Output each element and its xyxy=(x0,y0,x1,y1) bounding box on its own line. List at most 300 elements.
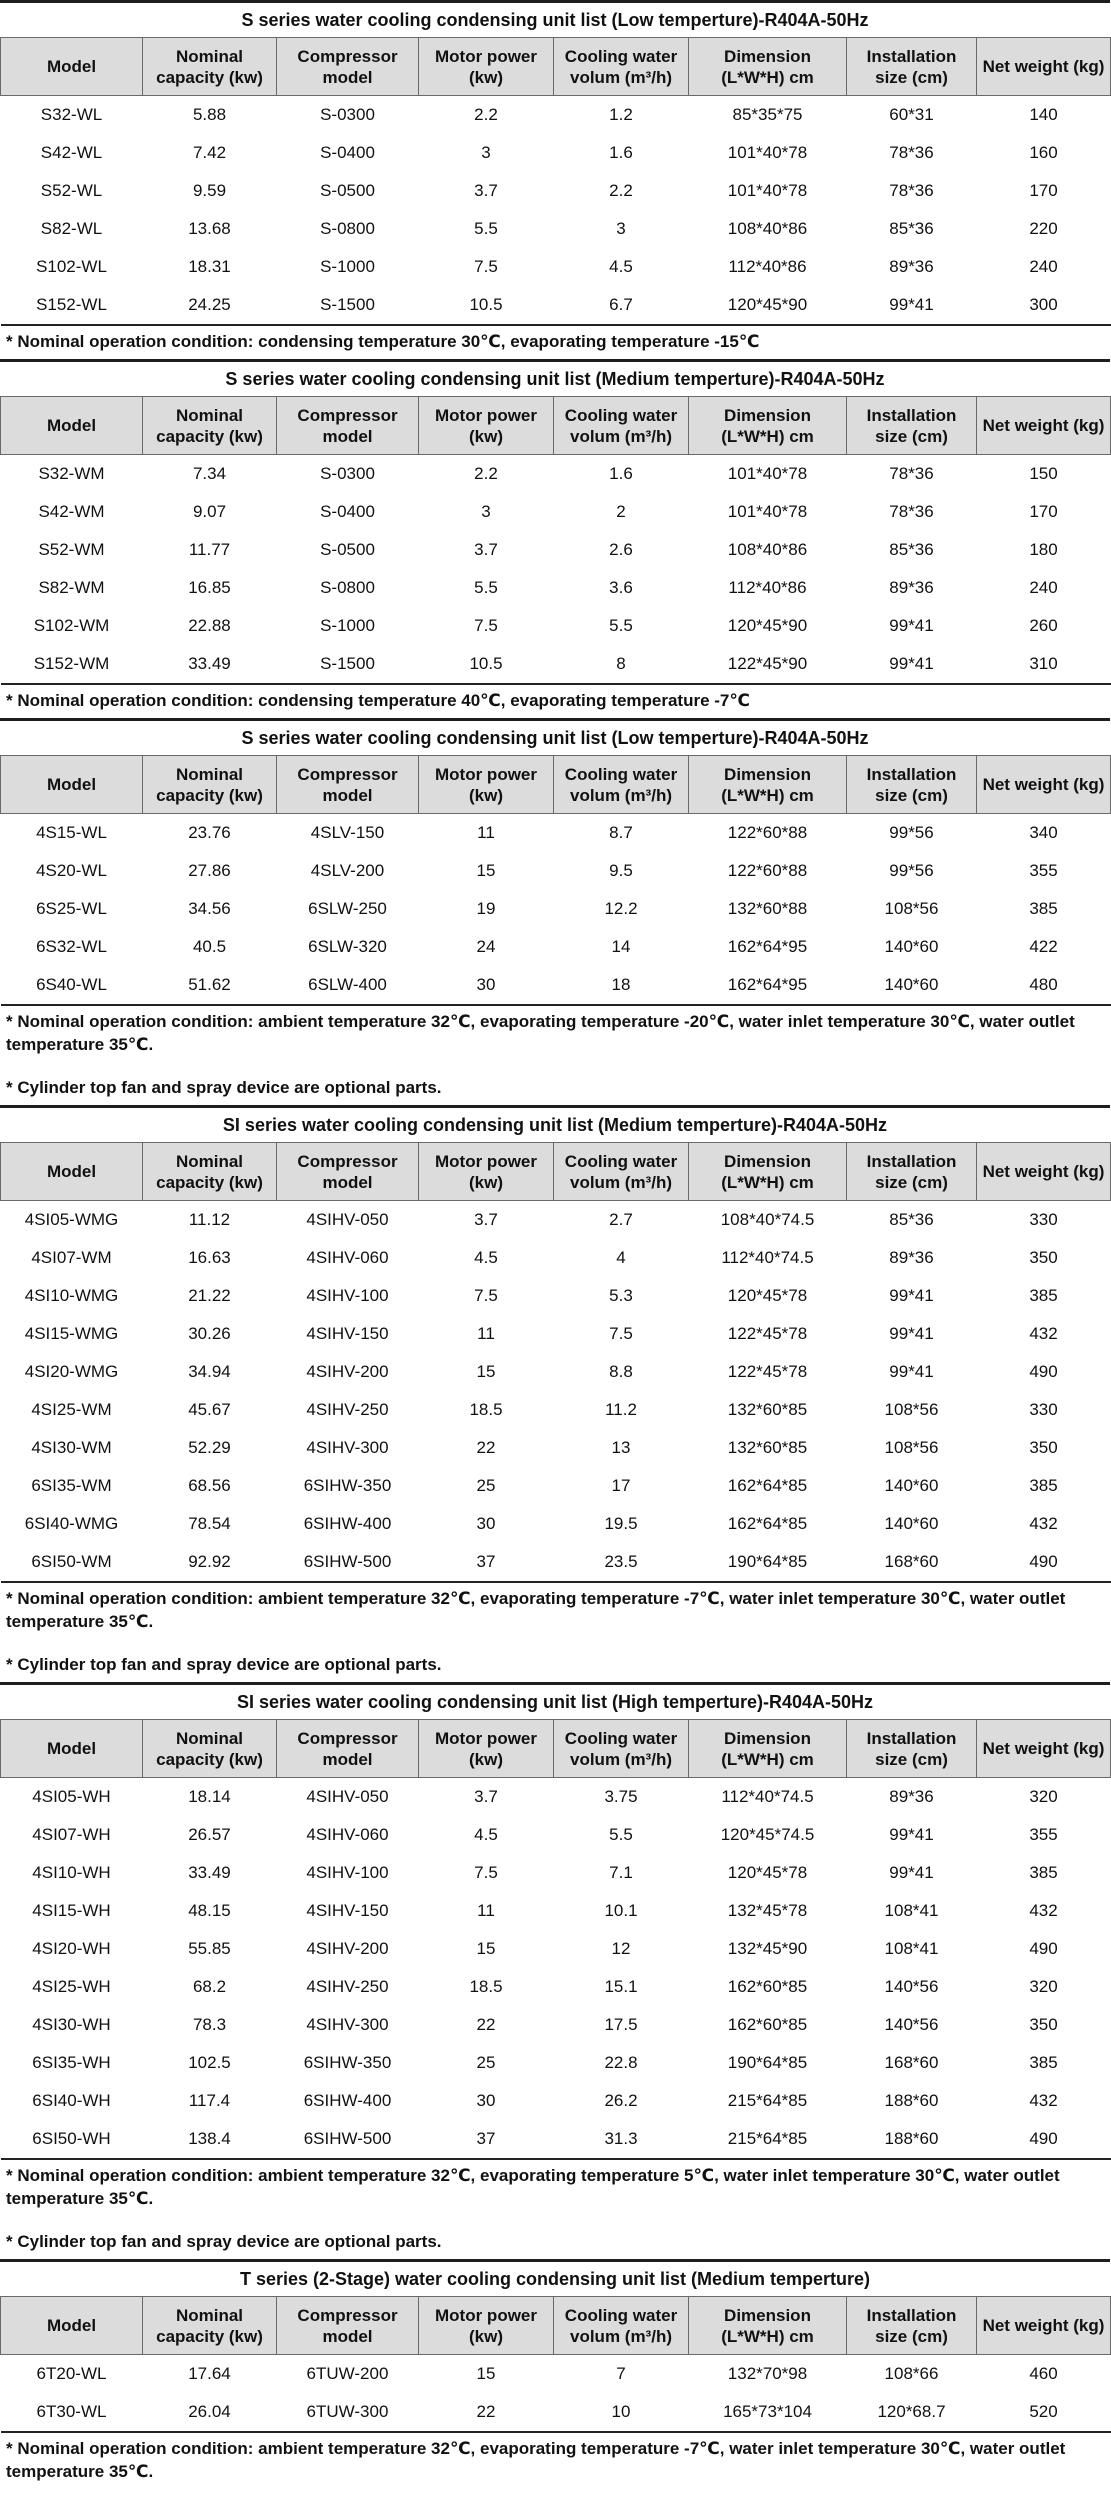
cell-cooling-water: 26.2 xyxy=(604,2091,638,2110)
cell-dimension: 215*64*85 xyxy=(689,2120,847,2159)
cell-net-weight: 460 xyxy=(1029,2364,1058,2383)
cell-compressor: 6SIHW-500 xyxy=(277,2120,419,2159)
cell-dimension: 132*60*88 xyxy=(727,899,808,918)
cell-dimension: 112*40*74.5 xyxy=(721,1248,814,1267)
section-notes xyxy=(0,326,1110,359)
cell-capacity: 7.42 xyxy=(192,143,227,162)
cell-compressor: S-0300 xyxy=(320,464,375,483)
cell-capacity: 9.07 xyxy=(192,502,227,521)
cell-compressor: 6SLW-320 xyxy=(308,937,387,956)
cell-installation: 108*56 xyxy=(884,1438,939,1457)
table-row xyxy=(1,1277,1111,1315)
cell-motor-power: 18.5 xyxy=(469,1977,503,1996)
column-header-installation: Installation size (cm) xyxy=(847,1143,977,1201)
section-title: SI series water cooling condensing unit list (Medium temperture)-R404A-50Hz xyxy=(0,1105,1110,1142)
cell-motor-power: 22 xyxy=(476,2015,496,2034)
cell-dimension: 162*60*85 xyxy=(727,1977,808,1996)
table-row xyxy=(1,569,1111,607)
cell-installation: 140*56 xyxy=(884,1977,939,1996)
cell-net-weight: 240 xyxy=(1029,257,1058,276)
cell-compressor: 4SIHV-250 xyxy=(306,1977,389,1996)
table-row xyxy=(1,2120,1111,2159)
cell-dimension: 120*45*78 xyxy=(727,1863,808,1882)
table-row xyxy=(1,2006,1111,2044)
header-row xyxy=(1,1143,1111,1201)
cell-cooling-water: 5.5 xyxy=(609,616,633,635)
cell-installation: 78*36 xyxy=(889,464,934,483)
cell-cooling-water: 1.6 xyxy=(609,464,633,483)
cell-net-weight: 490 xyxy=(1029,1362,1058,1381)
column-header-dimension: Dimension (L*W*H) cm xyxy=(689,1720,847,1778)
table-row xyxy=(1,1391,1111,1429)
cell-capacity: 117.4 xyxy=(188,2091,231,2110)
cell-net-weight: 260 xyxy=(1029,616,1058,635)
cell-capacity: 22.88 xyxy=(188,616,231,635)
cell-cooling-water: 17.5 xyxy=(604,2015,638,2034)
column-header-compressor: Compressor model xyxy=(277,756,419,814)
cell-dimension: 190*64*85 xyxy=(727,2053,808,2072)
table-row xyxy=(1,531,1111,569)
cell-dimension: 120*45*90 xyxy=(689,286,847,325)
cell-cooling-water: 18 xyxy=(554,966,689,1005)
cell-installation: 140*60 xyxy=(884,937,939,956)
cell-dimension: 101*40*78 xyxy=(727,143,808,162)
cell-net-weight: 355 xyxy=(1029,1825,1058,1844)
cell-model: 6S32-WL xyxy=(36,937,107,956)
cell-motor-power: 15 xyxy=(476,861,496,880)
cell-net-weight: 490 xyxy=(977,1543,1111,1582)
section-title: S series water cooling condensing unit list (Medium temperture)-R404A-50Hz xyxy=(0,359,1110,396)
cell-capacity: 17.64 xyxy=(188,2364,231,2383)
header-row xyxy=(1,2297,1111,2355)
cell-installation: 99*56 xyxy=(889,861,934,880)
cell-capacity: 33.49 xyxy=(143,645,277,684)
column-header-cooling-water: Cooling water volum (m³/h) xyxy=(554,756,689,814)
cell-model: 6SI35-WH xyxy=(32,2053,111,2072)
cell-capacity: 33.49 xyxy=(188,1863,231,1882)
cell-dimension: 162*64*95 xyxy=(689,966,847,1005)
cell-cooling-water: 3.75 xyxy=(604,1787,638,1806)
cell-dimension: 162*64*85 xyxy=(727,1476,808,1495)
cell-motor-power: 11 xyxy=(477,1901,495,1920)
table-row xyxy=(1,1892,1111,1930)
table-section xyxy=(0,1105,1110,1682)
column-header-model: Model xyxy=(1,1143,143,1201)
cell-capacity: 26.04 xyxy=(143,2393,277,2432)
column-header-installation: Installation size (cm) xyxy=(847,756,977,814)
cell-capacity: 68.2 xyxy=(192,1977,227,1996)
header-row xyxy=(1,1720,1111,1778)
table-row xyxy=(1,210,1111,248)
cell-compressor: 6SIHW-350 xyxy=(303,1476,392,1495)
cell-motor-power: 37 xyxy=(419,2120,554,2159)
cell-model: 4SI10-WH xyxy=(32,1863,111,1882)
cell-net-weight: 170 xyxy=(1029,181,1058,200)
cell-net-weight: 330 xyxy=(1029,1400,1058,1419)
cell-model: 4SI05-WH xyxy=(32,1787,111,1806)
column-header-dimension: Dimension (L*W*H) cm xyxy=(689,1143,847,1201)
column-header-net-weight: Net weight (kg) xyxy=(977,397,1111,455)
column-header-net-weight: Net weight (kg) xyxy=(977,2297,1111,2355)
cell-compressor: S-1500 xyxy=(277,286,419,325)
cell-installation: 168*60 xyxy=(847,1543,977,1582)
cell-compressor: 4SIHV-050 xyxy=(306,1210,389,1229)
cell-dimension: 215*64*85 xyxy=(727,2091,808,2110)
table-section xyxy=(0,1682,1110,2259)
table-row xyxy=(1,286,1111,325)
cell-compressor: 4SLV-150 xyxy=(310,823,385,842)
cell-cooling-water: 6.7 xyxy=(554,286,689,325)
table-row xyxy=(1,1816,1111,1854)
cell-installation: 89*36 xyxy=(889,257,934,276)
cell-capacity: 68.56 xyxy=(188,1476,231,1495)
cell-dimension: 122*60*88 xyxy=(727,861,808,880)
cell-net-weight: 320 xyxy=(1029,1977,1058,1996)
table-row xyxy=(1,1201,1111,1240)
cell-cooling-water: 10 xyxy=(554,2393,689,2432)
cell-dimension: 162*64*95 xyxy=(727,937,808,956)
table-row xyxy=(1,1239,1111,1277)
column-header-compressor: Compressor model xyxy=(277,397,419,455)
cell-cooling-water: 4 xyxy=(616,1248,626,1267)
footnote: * Cylinder top fan and spray device are optional parts. xyxy=(6,2232,442,2251)
cell-capacity: 27.86 xyxy=(188,861,231,880)
cell-compressor: 4SIHV-300 xyxy=(306,2015,389,2034)
cell-installation: 108*41 xyxy=(884,1901,939,1920)
column-header-cooling-water: Cooling water volum (m³/h) xyxy=(554,2297,689,2355)
cell-model: S42-WM xyxy=(38,502,105,521)
cell-model: S32-WM xyxy=(38,464,105,483)
cell-capacity: 7.34 xyxy=(192,464,227,483)
cell-compressor: 6SIHW-500 xyxy=(277,1543,419,1582)
column-header-capacity: Nominal capacity (kw) xyxy=(143,1143,277,1201)
table-row xyxy=(1,1429,1111,1467)
cell-installation: 99*41 xyxy=(889,616,934,635)
cell-motor-power: 7.5 xyxy=(474,616,498,635)
cell-compressor: 6SIHW-400 xyxy=(303,1514,392,1533)
table-row xyxy=(1,96,1111,135)
cell-capacity: 102.5 xyxy=(188,2053,231,2072)
footnote: * Nominal operation condition: ambient temperature 32℃, evaporating temperature -20℃, water inlet temperature 30℃, water outlet temperature 35℃. xyxy=(6,1012,1075,1054)
column-header-compressor: Compressor model xyxy=(277,1143,419,1201)
column-header-motor-power: Motor power (kw) xyxy=(419,756,554,814)
table-row xyxy=(1,455,1111,494)
cell-motor-power: 4.5 xyxy=(474,1248,498,1267)
header-row xyxy=(1,38,1111,96)
cell-compressor: 6SLW-250 xyxy=(308,899,387,918)
cell-model: 4SI15-WH xyxy=(32,1901,111,1920)
cell-dimension: 120*45*74.5 xyxy=(720,1825,815,1844)
cell-model: 4SI30-WH xyxy=(32,2015,111,2034)
column-header-net-weight: Net weight (kg) xyxy=(977,38,1111,96)
cell-cooling-water: 2 xyxy=(616,502,626,521)
footnote: * Nominal operation condition: condensing temperature 30℃, evaporating temperature -15℃ xyxy=(6,332,760,351)
cell-dimension: 112*40*86 xyxy=(728,257,807,276)
cell-model: 4SI10-WMG xyxy=(24,1286,119,1305)
cell-compressor: 4SIHV-250 xyxy=(306,1400,389,1419)
cell-cooling-water: 4.5 xyxy=(609,257,633,276)
cell-model: 6SI35-WM xyxy=(31,1476,112,1495)
cell-net-weight: 170 xyxy=(1029,502,1058,521)
cell-dimension: 122*45*78 xyxy=(727,1324,808,1343)
cell-model: 6T20-WL xyxy=(36,2364,107,2383)
cell-model: 4S15-WL xyxy=(36,823,107,842)
cell-dimension: 132*60*85 xyxy=(727,1438,808,1457)
cell-cooling-water: 8.7 xyxy=(609,823,633,842)
table-row xyxy=(1,966,1111,1005)
table-row xyxy=(1,134,1111,172)
cell-capacity: 16.63 xyxy=(188,1248,231,1267)
cell-motor-power: 7.5 xyxy=(474,1863,498,1882)
cell-compressor: 4SIHV-300 xyxy=(306,1438,389,1457)
cell-compressor: S-0400 xyxy=(320,502,375,521)
cell-installation: 140*60 xyxy=(884,1514,939,1533)
cell-dimension: 190*64*85 xyxy=(689,1543,847,1582)
cell-cooling-water: 2.2 xyxy=(609,181,633,200)
cell-cooling-water: 22.8 xyxy=(604,2053,638,2072)
cell-net-weight: 330 xyxy=(1029,1210,1058,1229)
cell-compressor: 6SIHW-400 xyxy=(303,2091,392,2110)
cell-installation: 99*41 xyxy=(889,1825,934,1844)
cell-motor-power: 30 xyxy=(476,1514,496,1533)
cell-motor-power: 5.5 xyxy=(474,219,498,238)
column-header-cooling-water: Cooling water volum (m³/h) xyxy=(554,397,689,455)
cell-cooling-water: 11.2 xyxy=(605,1400,637,1419)
table-row xyxy=(1,1778,1111,1817)
cell-model: 4SI15-WMG xyxy=(24,1324,119,1343)
cell-model: 6SI50-WM xyxy=(1,1543,143,1582)
header-row xyxy=(1,756,1111,814)
cell-motor-power: 30 xyxy=(476,2091,496,2110)
cell-motor-power: 3.7 xyxy=(474,1210,498,1229)
cell-cooling-water: 7.1 xyxy=(609,1863,633,1882)
cell-model: 4SI07-WH xyxy=(32,1825,111,1844)
cell-motor-power: 15 xyxy=(476,2364,496,2383)
column-header-motor-power: Motor power (kw) xyxy=(419,38,554,96)
cell-cooling-water: 23.5 xyxy=(554,1543,689,1582)
cell-dimension: 165*73*104 xyxy=(689,2393,847,2432)
cell-dimension: 85*35*75 xyxy=(732,105,803,124)
cell-model: S52-WL xyxy=(40,181,103,200)
spec-table xyxy=(0,755,1111,1006)
column-header-model: Model xyxy=(1,397,143,455)
cell-compressor: 4SIHV-100 xyxy=(306,1863,389,1882)
header-row xyxy=(1,397,1111,455)
table-row xyxy=(1,852,1111,890)
cell-installation: 60*31 xyxy=(889,105,934,124)
cell-dimension: 120*45*78 xyxy=(727,1286,808,1305)
table-row xyxy=(1,248,1111,286)
cell-installation: 99*41 xyxy=(889,1324,934,1343)
column-header-model: Model xyxy=(1,756,143,814)
cell-dimension: 122*45*90 xyxy=(689,645,847,684)
cell-model: 6SI50-WH xyxy=(1,2120,143,2159)
cell-dimension: 162*64*85 xyxy=(727,1514,808,1533)
cell-motor-power: 10.5 xyxy=(419,286,554,325)
column-header-compressor: Compressor model xyxy=(277,38,419,96)
cell-cooling-water: 2.6 xyxy=(609,540,633,559)
cell-installation: 99*56 xyxy=(889,823,934,842)
cell-installation: 188*60 xyxy=(847,2120,977,2159)
cell-motor-power: 7.5 xyxy=(474,1286,498,1305)
cell-installation: 85*36 xyxy=(889,540,934,559)
cell-motor-power: 18.5 xyxy=(469,1400,503,1419)
table-row xyxy=(1,2082,1111,2120)
cell-model: 4SI25-WM xyxy=(31,1400,112,1419)
cell-installation: 120*68.7 xyxy=(847,2393,977,2432)
column-header-motor-power: Motor power (kw) xyxy=(419,1720,554,1778)
cell-capacity: 30.26 xyxy=(188,1324,231,1343)
cell-installation: 99*41 xyxy=(847,645,977,684)
column-header-model: Model xyxy=(1,38,143,96)
cell-compressor: 6SIHW-350 xyxy=(303,2053,392,2072)
cell-installation: 89*36 xyxy=(889,1787,934,1806)
cell-installation: 99*41 xyxy=(889,1863,934,1882)
cell-net-weight: 480 xyxy=(977,966,1111,1005)
cell-model: 4SI25-WH xyxy=(32,1977,111,1996)
column-header-capacity: Nominal capacity (kw) xyxy=(143,756,277,814)
cell-dimension: 101*40*78 xyxy=(727,502,808,521)
cell-motor-power: 24 xyxy=(476,937,496,956)
footnote: * Nominal operation condition: ambient temperature 32℃, evaporating temperature 5℃, water inlet temperature 30℃, water outlet temperature 35℃. xyxy=(6,2166,1060,2208)
cell-compressor: S-0500 xyxy=(320,540,375,559)
cell-dimension: 132*60*85 xyxy=(727,1400,808,1419)
cell-compressor: 4SLV-200 xyxy=(310,861,385,880)
cell-cooling-water: 17 xyxy=(611,1476,631,1495)
section-notes xyxy=(0,685,1110,718)
table-row xyxy=(1,645,1111,684)
footnote: * Nominal operation condition: condensing temperature 40℃, evaporating temperature -7℃ xyxy=(6,691,750,710)
cell-capacity: 18.14 xyxy=(188,1787,231,1806)
cell-motor-power: 7.5 xyxy=(474,257,498,276)
cell-net-weight: 350 xyxy=(1029,1248,1058,1267)
cell-cooling-water: 19.5 xyxy=(604,1514,638,1533)
cell-net-weight: 520 xyxy=(977,2393,1111,2432)
column-header-net-weight: Net weight (kg) xyxy=(977,756,1111,814)
cell-motor-power: 3 xyxy=(481,143,491,162)
section-title: S series water cooling condensing unit list (Low temperture)-R404A-50Hz xyxy=(0,718,1110,755)
cell-dimension: 122*60*88 xyxy=(727,823,808,842)
cell-model: 4SI30-WM xyxy=(31,1438,112,1457)
cell-motor-power: 11 xyxy=(477,1324,495,1343)
cell-cooling-water: 14 xyxy=(611,937,631,956)
section-notes xyxy=(0,2160,1110,2259)
cell-model: S42-WL xyxy=(40,143,103,162)
section-title: T series (2-Stage) water cooling condensing unit list (Medium temperture) xyxy=(0,2259,1110,2296)
table-row xyxy=(1,1315,1111,1353)
cell-motor-power: 2.2 xyxy=(474,464,498,483)
cell-dimension: 132*70*98 xyxy=(727,2364,808,2383)
cell-motor-power: 3.7 xyxy=(474,1787,498,1806)
cell-compressor: S-1000 xyxy=(320,616,375,635)
table-row xyxy=(1,890,1111,928)
cell-capacity: 55.85 xyxy=(188,1939,231,1958)
cell-model: 6T30-WL xyxy=(1,2393,143,2432)
cell-motor-power: 25 xyxy=(476,1476,496,1495)
cell-dimension: 120*45*90 xyxy=(727,616,808,635)
cell-installation: 168*60 xyxy=(884,2053,939,2072)
cell-motor-power: 5.5 xyxy=(474,578,498,597)
cell-capacity: 13.68 xyxy=(188,219,231,238)
cell-cooling-water: 2.7 xyxy=(609,1210,633,1229)
cell-dimension: 101*40*78 xyxy=(727,181,808,200)
cell-cooling-water: 12 xyxy=(611,1939,631,1958)
cell-compressor: 4SIHV-050 xyxy=(306,1787,389,1806)
cell-capacity: 11.12 xyxy=(188,1210,231,1229)
cell-capacity: 11.77 xyxy=(188,540,231,559)
cell-cooling-water: 31.3 xyxy=(554,2120,689,2159)
cell-model: 4SI20-WH xyxy=(32,1939,111,1958)
cell-capacity: 26.57 xyxy=(188,1825,231,1844)
cell-net-weight: 385 xyxy=(1029,2053,1058,2072)
table-row xyxy=(1,1543,1111,1582)
cell-net-weight: 385 xyxy=(1029,1863,1058,1882)
cell-net-weight: 220 xyxy=(1029,219,1058,238)
spec-table xyxy=(0,37,1111,326)
cell-capacity: 51.62 xyxy=(143,966,277,1005)
column-header-model: Model xyxy=(1,1720,143,1778)
cell-model: S102-WM xyxy=(33,616,110,635)
cell-net-weight: 180 xyxy=(1029,540,1058,559)
cell-net-weight: 320 xyxy=(1029,1787,1058,1806)
cell-net-weight: 385 xyxy=(1029,1286,1058,1305)
cell-net-weight: 350 xyxy=(1029,1438,1058,1457)
spec-table xyxy=(0,1142,1111,1583)
cell-cooling-water: 10.1 xyxy=(604,1901,638,1920)
column-header-compressor: Compressor model xyxy=(277,2297,419,2355)
cell-net-weight: 432 xyxy=(1029,2091,1058,2110)
cell-net-weight: 160 xyxy=(1029,143,1058,162)
cell-installation: 78*36 xyxy=(889,502,934,521)
cell-cooling-water: 12.2 xyxy=(604,899,638,918)
cell-cooling-water: 5.3 xyxy=(609,1286,633,1305)
cell-capacity: 40.5 xyxy=(192,937,227,956)
cell-net-weight: 432 xyxy=(1029,1901,1058,1920)
cell-cooling-water: 1.2 xyxy=(609,105,633,124)
cell-dimension: 132*45*90 xyxy=(727,1939,808,1958)
cell-dimension: 112*40*86 xyxy=(728,578,807,597)
table-row xyxy=(1,607,1111,645)
cell-installation: 108*56 xyxy=(884,899,939,918)
column-header-capacity: Nominal capacity (kw) xyxy=(143,38,277,96)
cell-installation: 78*36 xyxy=(889,181,934,200)
table-row xyxy=(1,1467,1111,1505)
cell-dimension: 101*40*78 xyxy=(727,464,808,483)
cell-cooling-water: 15.1 xyxy=(604,1977,638,1996)
cell-cooling-water: 13 xyxy=(611,1438,631,1457)
cell-model: 6SI40-WMG xyxy=(24,1514,119,1533)
table-row xyxy=(1,1854,1111,1892)
cell-cooling-water: 3 xyxy=(616,219,626,238)
cell-compressor: S-0300 xyxy=(320,105,375,124)
table-row xyxy=(1,2393,1111,2432)
cell-installation: 140*60 xyxy=(884,1476,939,1495)
column-header-cooling-water: Cooling water volum (m³/h) xyxy=(554,38,689,96)
table-section xyxy=(0,2259,1110,2489)
cell-model: S82-WL xyxy=(40,219,103,238)
cell-compressor: S-0800 xyxy=(320,578,375,597)
column-header-model: Model xyxy=(1,2297,143,2355)
footnote: * Nominal operation condition: ambient temperature 32℃, evaporating temperature -7℃, water inlet temperature 30℃, water outlet temperature 35℃. xyxy=(6,2439,1066,2481)
column-header-dimension: Dimension (L*W*H) cm xyxy=(689,38,847,96)
cell-net-weight: 432 xyxy=(1029,1514,1058,1533)
cell-capacity: 48.15 xyxy=(188,1901,231,1920)
spec-table xyxy=(0,2296,1111,2433)
cell-motor-power: 11 xyxy=(477,823,495,842)
cell-installation: 99*41 xyxy=(889,1286,934,1305)
cell-installation: 188*60 xyxy=(884,2091,939,2110)
column-header-installation: Installation size (cm) xyxy=(847,2297,977,2355)
